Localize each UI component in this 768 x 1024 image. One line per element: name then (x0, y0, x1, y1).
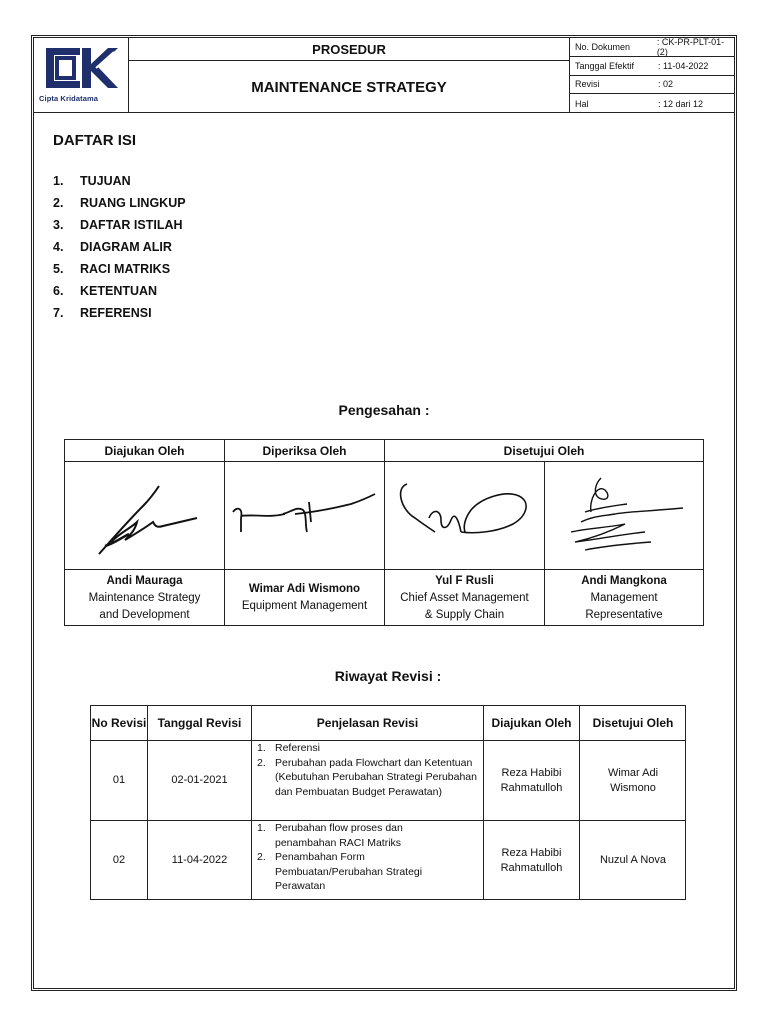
revision-title: Riwayat Revisi : (334, 668, 442, 684)
meta-value: : 11-04-2022 (658, 60, 709, 71)
rev-no: 01 (112, 774, 126, 786)
rev-item-text: Perubahan pada Flowchart dan Ketentuan (Kebutuhan Perubahan Strategi Perubahan dan Pembuatan Budget Perawatan) (275, 756, 477, 798)
toc-number: 1. (53, 174, 64, 188)
toc-item[interactable] (53, 236, 186, 258)
toc-label: KETENTUAN (80, 284, 158, 298)
rev-date: 11-04-2022 (171, 854, 228, 866)
toc-item[interactable] (53, 258, 186, 280)
meta-value: : 12 dari 12 (658, 98, 704, 109)
signatory (385, 570, 544, 626)
toc-item[interactable] (53, 192, 186, 214)
toc-label: RUANG LINGKUP (80, 196, 186, 210)
signatory-name: Yul F Rusli (435, 574, 494, 587)
signatory-role: Chief Asset Management (400, 591, 529, 604)
header-approved: Disetujui Oleh (385, 440, 703, 462)
signature-andi-mauraga-icon (65, 462, 224, 570)
rev-description (257, 741, 479, 799)
signatory (65, 570, 224, 626)
logo-cell (34, 38, 129, 113)
toc-item[interactable] (53, 302, 186, 324)
meta-row (570, 38, 734, 57)
rev-item-text: Perubahan flow proses dan penambahan RACI Matriks (275, 822, 403, 849)
rev-item (257, 756, 479, 800)
toc-number: 3. (53, 218, 64, 232)
meta-key: Tanggal Efektif (575, 60, 635, 71)
approval-title: Pengesahan : (338, 402, 430, 418)
signatory-role: and Development (99, 608, 190, 621)
signatory (545, 570, 703, 626)
rev-item-number: 1. (257, 742, 266, 754)
signatory-role: Maintenance Strategy (88, 591, 201, 604)
toc-list (53, 170, 186, 324)
toc-label: RACI MATRIKS (80, 262, 171, 276)
meta-value: : 02 (658, 79, 674, 90)
meta-key: No. Dokumen (575, 41, 631, 52)
company-logo-icon (44, 44, 120, 92)
meta-key: Hal (575, 98, 589, 109)
toc-number: 6. (53, 284, 64, 298)
signatory (225, 570, 384, 626)
doc-title: MAINTENANCE STRATEGY (251, 78, 447, 96)
toc-label: REFERENSI (80, 306, 152, 320)
toc-label: DAFTAR ISTILAH (80, 218, 183, 232)
col-header-no: No Revisi (91, 715, 147, 730)
meta-row (570, 57, 734, 76)
document-header (34, 38, 734, 113)
approval-table (64, 439, 704, 626)
col-header-by: Diajukan Oleh (491, 715, 572, 730)
header-checked: Diperiksa Oleh (225, 440, 384, 462)
signature-cell (385, 462, 544, 570)
rev-submitted-by: Reza Habibi Rahmatulloh (500, 766, 563, 794)
rev-submitted-by: Reza Habibi Rahmatulloh (500, 846, 563, 874)
rev-item-number: 1. (257, 822, 266, 834)
col-header-desc: Penjelasan Revisi (316, 715, 419, 730)
signatory-name: Wimar Adi Wismono (248, 583, 361, 595)
company-name: Cipta Kridatama (39, 94, 99, 103)
toc-label: DIAGRAM ALIR (80, 240, 172, 254)
toc-number: 5. (53, 262, 64, 276)
signature-wimar-adi-wismono-icon (225, 462, 384, 570)
meta-key: Revisi (575, 79, 600, 90)
rev-item (257, 741, 479, 756)
rev-item (257, 821, 467, 850)
title-cell (129, 38, 570, 113)
doc-type: PROSEDUR (129, 38, 569, 61)
signature-cell (225, 462, 384, 570)
rev-no: 02 (112, 854, 126, 866)
signatory-name: Andi Mangkona (581, 574, 667, 587)
toc-number: 2. (53, 196, 64, 210)
signatory-role: Equipment Management (241, 600, 368, 612)
rev-item-text: Referensi (275, 742, 320, 754)
col-header-approved: Disetujui Oleh (592, 715, 674, 730)
toc-number: 7. (53, 306, 64, 320)
signature-cell (65, 462, 224, 570)
rev-date: 02-01-2021 (171, 774, 228, 786)
toc-item[interactable] (53, 170, 186, 192)
doc-meta (570, 38, 734, 113)
toc-title: DAFTAR ISI (53, 132, 137, 149)
signatory-role: & Supply Chain (424, 608, 505, 621)
signatory-role: Management (590, 591, 658, 604)
rev-item-text: Penambahan Form Pembuatan/Perubahan Strategi Perawatan (275, 851, 423, 893)
rev-description (257, 821, 467, 894)
rev-item (257, 850, 467, 894)
rev-approved-by: Wimar Adi Wismono (607, 766, 659, 794)
toc-label: TUJUAN (80, 174, 131, 188)
meta-row (570, 94, 734, 113)
meta-row (570, 76, 734, 95)
meta-value: : CK-PR-PLT-01-(2) (656, 36, 725, 57)
toc-number: 4. (53, 240, 64, 254)
signature-yul-f-rusli-icon (385, 462, 544, 570)
toc-item[interactable] (53, 280, 186, 302)
signature-cell (545, 462, 703, 570)
signatory-name: Andi Mauraga (106, 574, 183, 587)
signature-andi-mangkona-icon (545, 462, 703, 570)
signatory-role: Representative (585, 608, 663, 621)
rev-approved-by: Nuzul A Nova (599, 854, 667, 866)
toc-item[interactable] (53, 214, 186, 236)
header-submitted: Diajukan Oleh (65, 440, 224, 462)
col-header-date: Tanggal Revisi (157, 715, 242, 730)
rev-item-number: 2. (257, 851, 266, 864)
rev-item-number: 2. (257, 756, 266, 769)
revision-table (90, 705, 686, 900)
